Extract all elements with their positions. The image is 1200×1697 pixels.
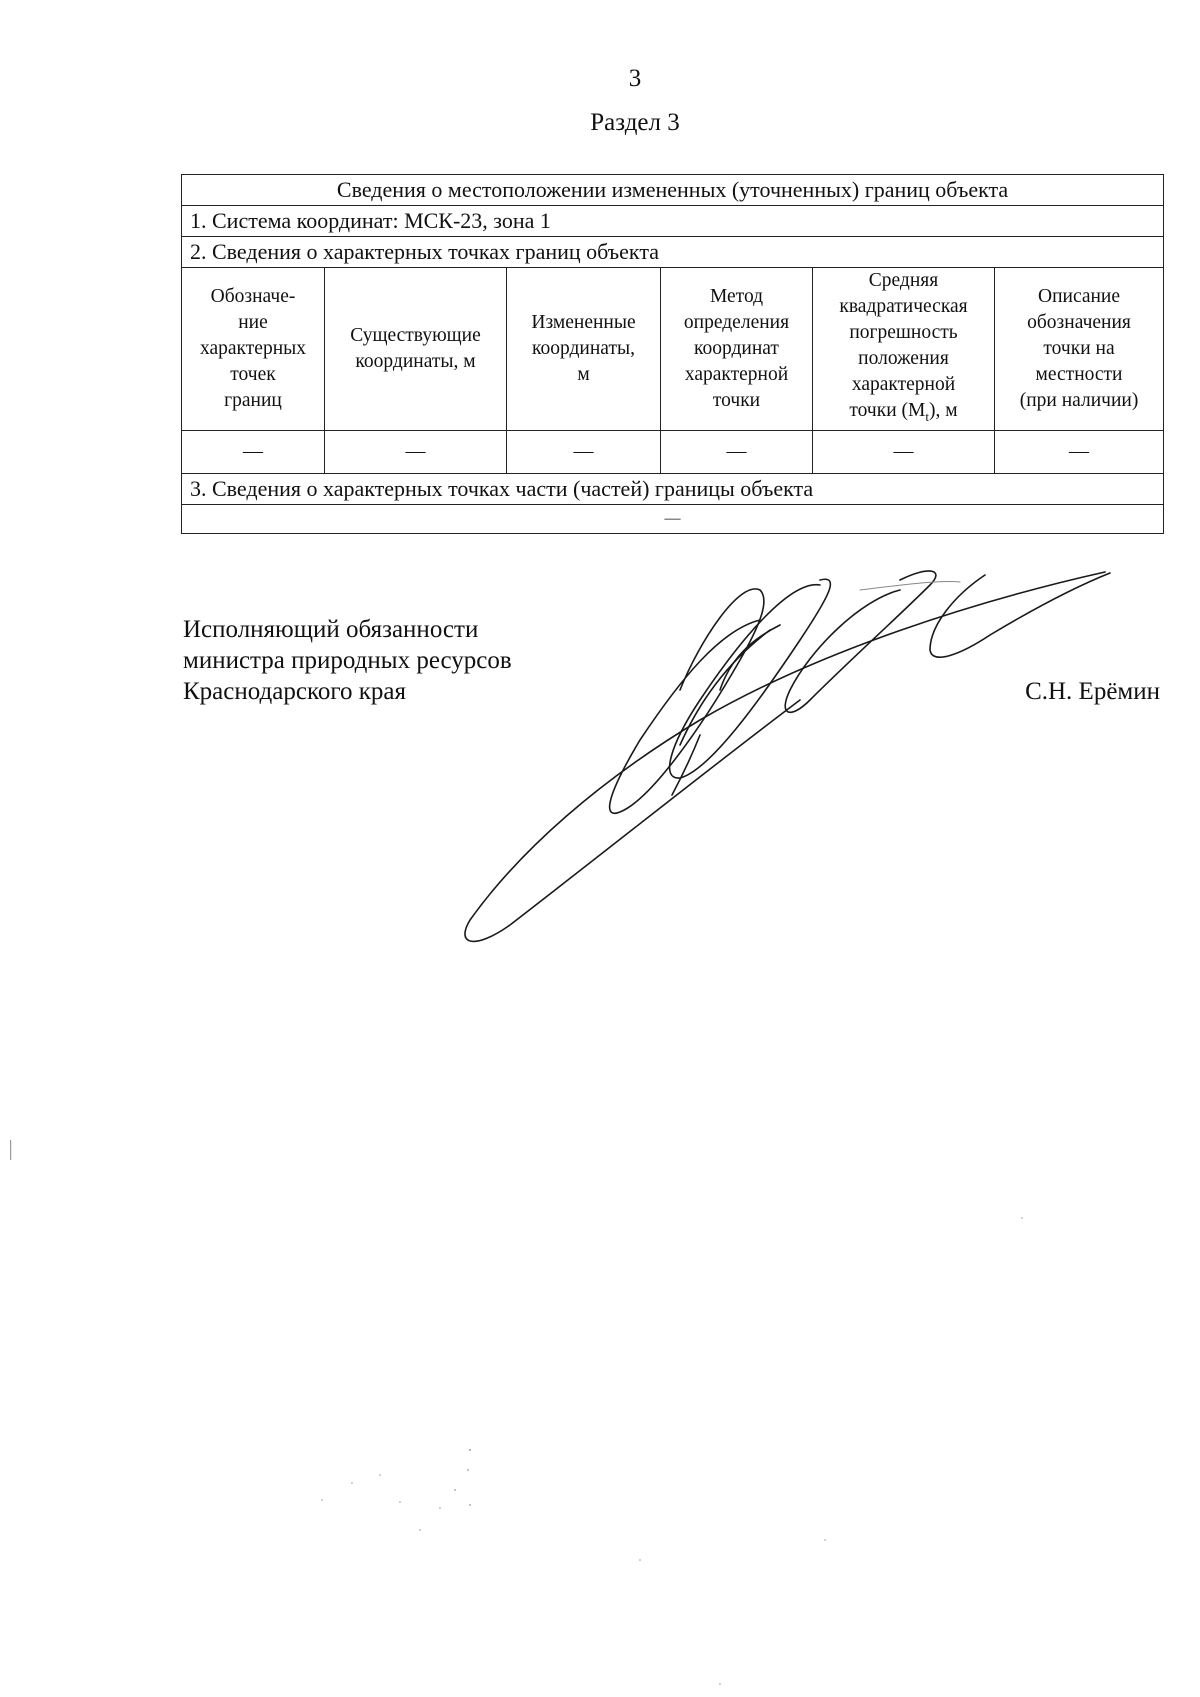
column-header-existing-coords xyxy=(325,268,507,431)
table-title-row xyxy=(182,175,1164,206)
column-header-row xyxy=(182,268,1164,431)
table-row xyxy=(182,430,1164,473)
coordinate-system-row xyxy=(182,206,1164,237)
table-cell: — xyxy=(661,430,813,473)
column-header-description xyxy=(995,268,1164,431)
mt-subscript: t xyxy=(925,408,929,424)
column-header-changed-coords xyxy=(507,268,661,431)
parts-heading: 3. Сведения о характерных точках части (частей) границы объекта xyxy=(182,473,1164,504)
table-cell: — xyxy=(507,430,661,473)
parts-value-row xyxy=(182,504,1164,533)
parts-value: — xyxy=(182,504,1164,533)
column-header-method xyxy=(661,268,813,431)
column-header-mean-error xyxy=(813,268,995,431)
coordinate-system: 1. Система координат: МСК-23, зона 1 xyxy=(182,206,1164,237)
column-header-text: Существующие координаты, м xyxy=(350,324,481,372)
column-header-text: Описание обозначения точки на местности (при наличии) xyxy=(1019,285,1139,411)
column-header-text: Средняя квадратическая погрешность положения характерной точки (M xyxy=(839,270,968,421)
signer-position xyxy=(183,614,512,707)
table-cell: — xyxy=(325,430,507,473)
signer-position-line: министра природных ресурсов xyxy=(183,647,512,674)
table-title: Сведения о местоположении измененных (уточненных) границ объекта xyxy=(182,175,1164,206)
column-header-text: Метод определения координат характерной точки xyxy=(683,285,790,411)
signer-position-line: Краснодарского края xyxy=(183,678,406,705)
boundaries-table xyxy=(181,174,1164,534)
parts-heading-row xyxy=(182,473,1164,504)
column-header-point-designation xyxy=(182,268,325,431)
table-cell: — xyxy=(995,430,1164,473)
column-header-text: Обозначе- ние характерных точек границ xyxy=(200,285,306,411)
mt-suffix: ), м xyxy=(928,400,958,421)
signer-name: С.Н. Ерёмин xyxy=(1025,678,1160,705)
table-cell: — xyxy=(813,430,995,473)
signer-position-line: Исполняющий обязанности xyxy=(183,616,479,643)
column-header-text: Измененные координаты, м xyxy=(531,311,636,385)
points-heading-row xyxy=(182,237,1164,268)
section-title: Раздел 3 xyxy=(590,109,680,136)
table-cell: — xyxy=(182,430,325,473)
points-heading: 2. Сведения о характерных точках границ объекта xyxy=(182,237,1164,268)
page-number: 3 xyxy=(628,65,642,92)
